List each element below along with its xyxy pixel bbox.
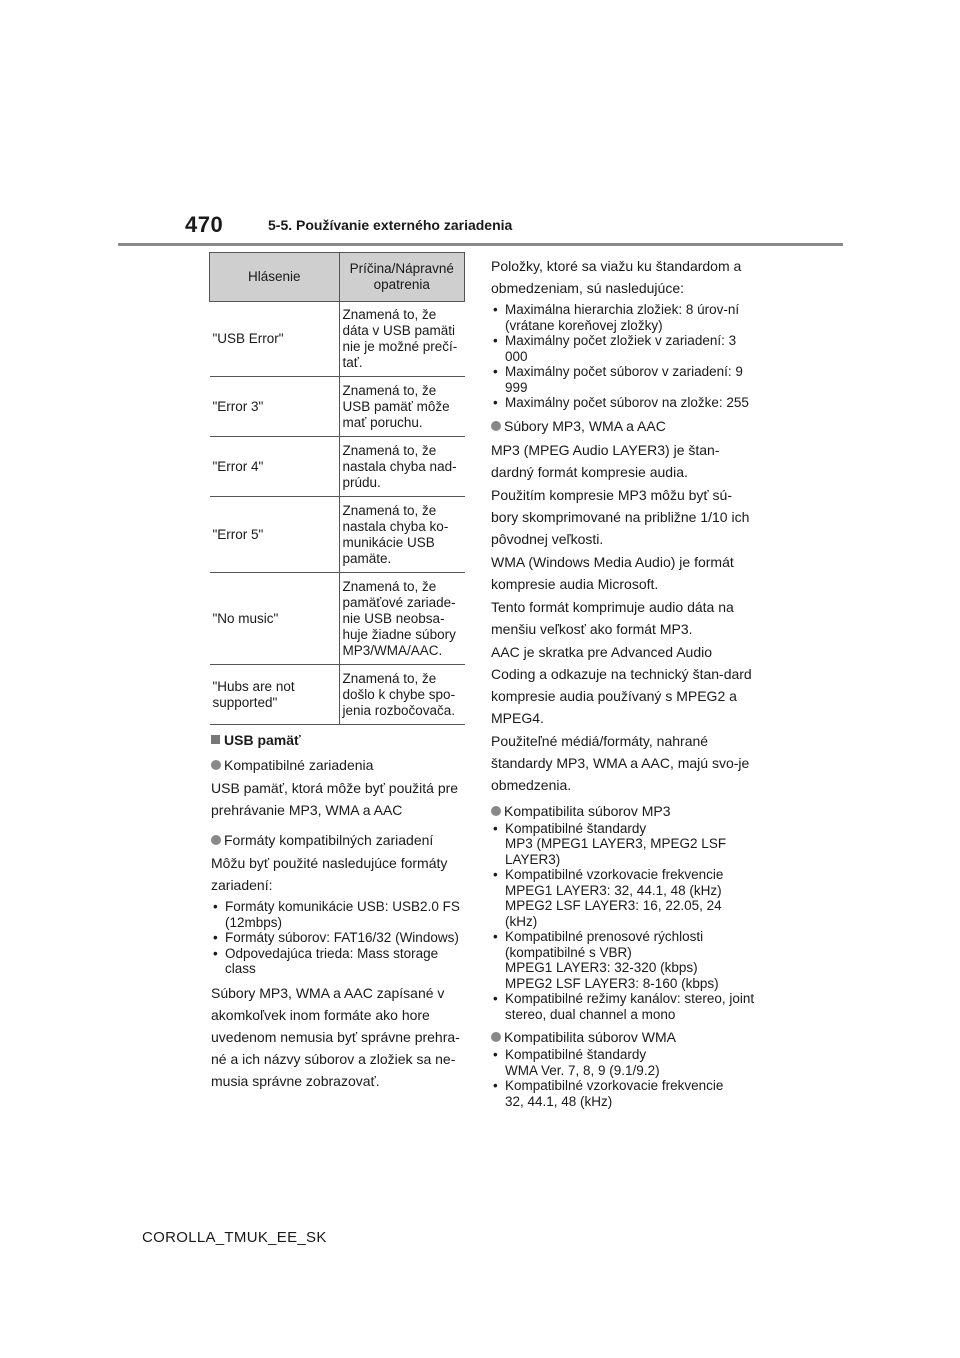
list-item: • Kompatibilné prenosové rýchlosti (kompatibilné s VBR) MPEG1 LAYER3: 32-320 (kbps) MPEG2 LSF LAYER3: 8-160 (kbps) — [491, 929, 756, 991]
list-subline: MPEG1 LAYER3: 32, 44.1, 48 (kHz) — [505, 882, 722, 898]
list-item: • Kompatibilné štandardy WMA Ver. 7, 8, 9 (9.1/9.2) — [491, 1047, 756, 1078]
list-item: • Kompatibilné vzorkovacie frekvencie MPEG1 LAYER3: 32, 44.1, 48 (kHz) MPEG2 LSF LAYER3: 16, 22.05, 24 (kHz) — [491, 867, 756, 929]
mp3-description: MP3 (MPEG Audio LAYER3) je štan-dardný formát kompresie audia. — [491, 441, 720, 480]
limits-list — [491, 302, 756, 411]
mp3-compat-list — [491, 821, 756, 1023]
aac-description: AAC je skratka pre Advanced Audio Coding a odkazuje na technický štan-dard kompresie audia používaný s MPEG2 a MPEG4. — [491, 643, 752, 726]
left-column — [211, 731, 471, 1092]
table-row — [210, 497, 465, 573]
list-item: • Kompatibilné štandardy MP3 (MPEG1 LAYER3, MPEG2 LSF LAYER3) — [491, 821, 756, 868]
usb-memory-heading: USB pamäť — [211, 731, 471, 750]
list-subline: MPEG2 LSF LAYER3: 8-160 (kbps) — [505, 975, 719, 991]
list-item: • Maximálny počet zložiek v zariadení: 3 000 — [491, 333, 756, 364]
table-cell-message: "Hubs are not supported" — [210, 665, 340, 725]
list-item: • Odpovedajúca trieda: Mass storage class — [211, 946, 471, 977]
table-cell-message: "No music" — [210, 573, 340, 665]
format-note: Súbory MP3, WMA a AAC zapísané v akomkoľvek inom formáte ako hore uvedenom nemusia byť správne prehra-né a ich názvy súborov a zložiek sa ne-musia správne zobrazovať. — [211, 984, 460, 1089]
compat-devices-title: Kompatibilné zariadenia — [211, 756, 471, 775]
circle-bullet-icon — [211, 835, 221, 845]
table-header-row — [210, 253, 465, 302]
wma-compression-text: Tento formát komprimuje audio dáta na menšiu veľkosť ako formát MP3. — [491, 598, 734, 637]
list-subline: MP3 (MPEG1 LAYER3, MPEG2 LSF LAYER3) — [505, 836, 727, 867]
circle-bullet-icon — [491, 421, 501, 431]
table-cell-cause: Znamená to, že nastala chyba ko-munikácie USB pamäte. — [339, 497, 465, 573]
list-item: • Kompatibilné vzorkovacie frekvencie 32, 44.1, 48 (kHz) — [491, 1078, 756, 1109]
list-item: • Kompatibilné režimy kanálov: stereo, joint stereo, dual channel a mono — [491, 991, 756, 1022]
wma-compat-list — [491, 1047, 756, 1109]
table-cell-cause: Znamená to, že USB pamäť môže mať poruchu. — [339, 377, 465, 437]
table-header-cause: Príčina/Nápravné opatrenia — [339, 253, 465, 302]
square-bullet-icon — [211, 735, 220, 744]
table-row — [210, 377, 465, 437]
right-column — [491, 255, 756, 1109]
table-row — [210, 573, 465, 665]
table-row — [210, 665, 465, 725]
circle-bullet-icon — [491, 806, 501, 816]
table-header-message: Hlásenie — [210, 253, 340, 302]
table-cell-message: "Error 4" — [210, 437, 340, 497]
header-divider — [118, 243, 843, 246]
table-cell-message: "Error 5" — [210, 497, 340, 573]
files-title: Súbory MP3, WMA a AAC — [491, 417, 756, 436]
table-cell-cause: Znamená to, že nastala chyba nad-prúdu. — [339, 437, 465, 497]
list-item: • Maximálna hierarchia zložiek: 8 úrov-ní (vrátane koreňovej zložky) — [491, 302, 756, 333]
footer-code: COROLLA_TMUK_EE_SK — [142, 1229, 327, 1246]
list-item: • Formáty komunikácie USB: USB2.0 FS (12mbps) — [211, 899, 471, 930]
table-row — [210, 302, 465, 377]
circle-bullet-icon — [211, 760, 221, 770]
formats-list — [211, 899, 471, 977]
list-subline: MPEG2 LSF LAYER3: 16, 22.05, 24 (kHz) — [505, 898, 722, 929]
message-table — [209, 252, 465, 725]
formats-title: Formáty kompatibilných zariadení — [211, 831, 471, 850]
limitations-text: Použiteľné médiá/formáty, nahrané štandardy MP3, WMA a AAC, majú svo-je obmedzenia. — [491, 732, 750, 793]
list-subline: MPEG1 LAYER3: 32-320 (kbps) — [505, 960, 698, 975]
list-subline: WMA Ver. 7, 8, 9 (9.1/9.2) — [505, 1062, 660, 1078]
table-cell-message: "USB Error" — [210, 302, 340, 377]
page-number: 470 — [185, 212, 224, 237]
mp3-compat-title: Kompatibilita súborov MP3 — [491, 802, 756, 821]
table-row — [210, 437, 465, 497]
section-title: 5-5. Používanie externého zariadenia — [268, 217, 513, 233]
table-cell-message: "Error 3" — [210, 377, 340, 437]
list-item: • Maximálny počet súborov na zložke: 255 — [491, 395, 756, 411]
circle-bullet-icon — [491, 1032, 501, 1042]
table-cell-cause: Znamená to, že dáta v USB pamäti nie je možné prečí-tať. — [339, 302, 465, 377]
table-cell-cause: Znamená to, že pamäťové zariade-nie USB neobsa-huje žiadne súbory MP3/WMA/AAC. — [339, 573, 465, 665]
wma-compat-title: Kompatibilita súborov WMA — [491, 1028, 756, 1047]
limits-intro: Položky, ktoré sa viažu ku štandardom a obmedzeniam, sú nasledujúce: — [491, 258, 742, 296]
compat-devices-text: USB pamäť, ktorá môže byť použitá pre prehrávanie MP3, WMA a AAC — [211, 780, 459, 818]
list-subline: 32, 44.1, 48 (kHz) — [505, 1093, 613, 1109]
wma-description: WMA (Windows Media Audio) je formát kompresie audia Microsoft. — [491, 553, 734, 592]
list-item: • Formáty súborov: FAT16/32 (Windows) — [211, 930, 471, 946]
list-item: • Maximálny počet súborov v zariadení: 9 999 — [491, 364, 756, 395]
formats-intro: Môžu byť použité nasledujúce formáty zariadení: — [211, 855, 448, 893]
table-cell-cause: Znamená to, že došlo k chybe spo-jenia rozbočovača. — [339, 665, 465, 725]
mp3-compression-text: Použitím kompresie MP3 môžu byť sú-bory skomprimované na približne 1/10 ich pôvodnej veľkosti. — [491, 486, 750, 547]
